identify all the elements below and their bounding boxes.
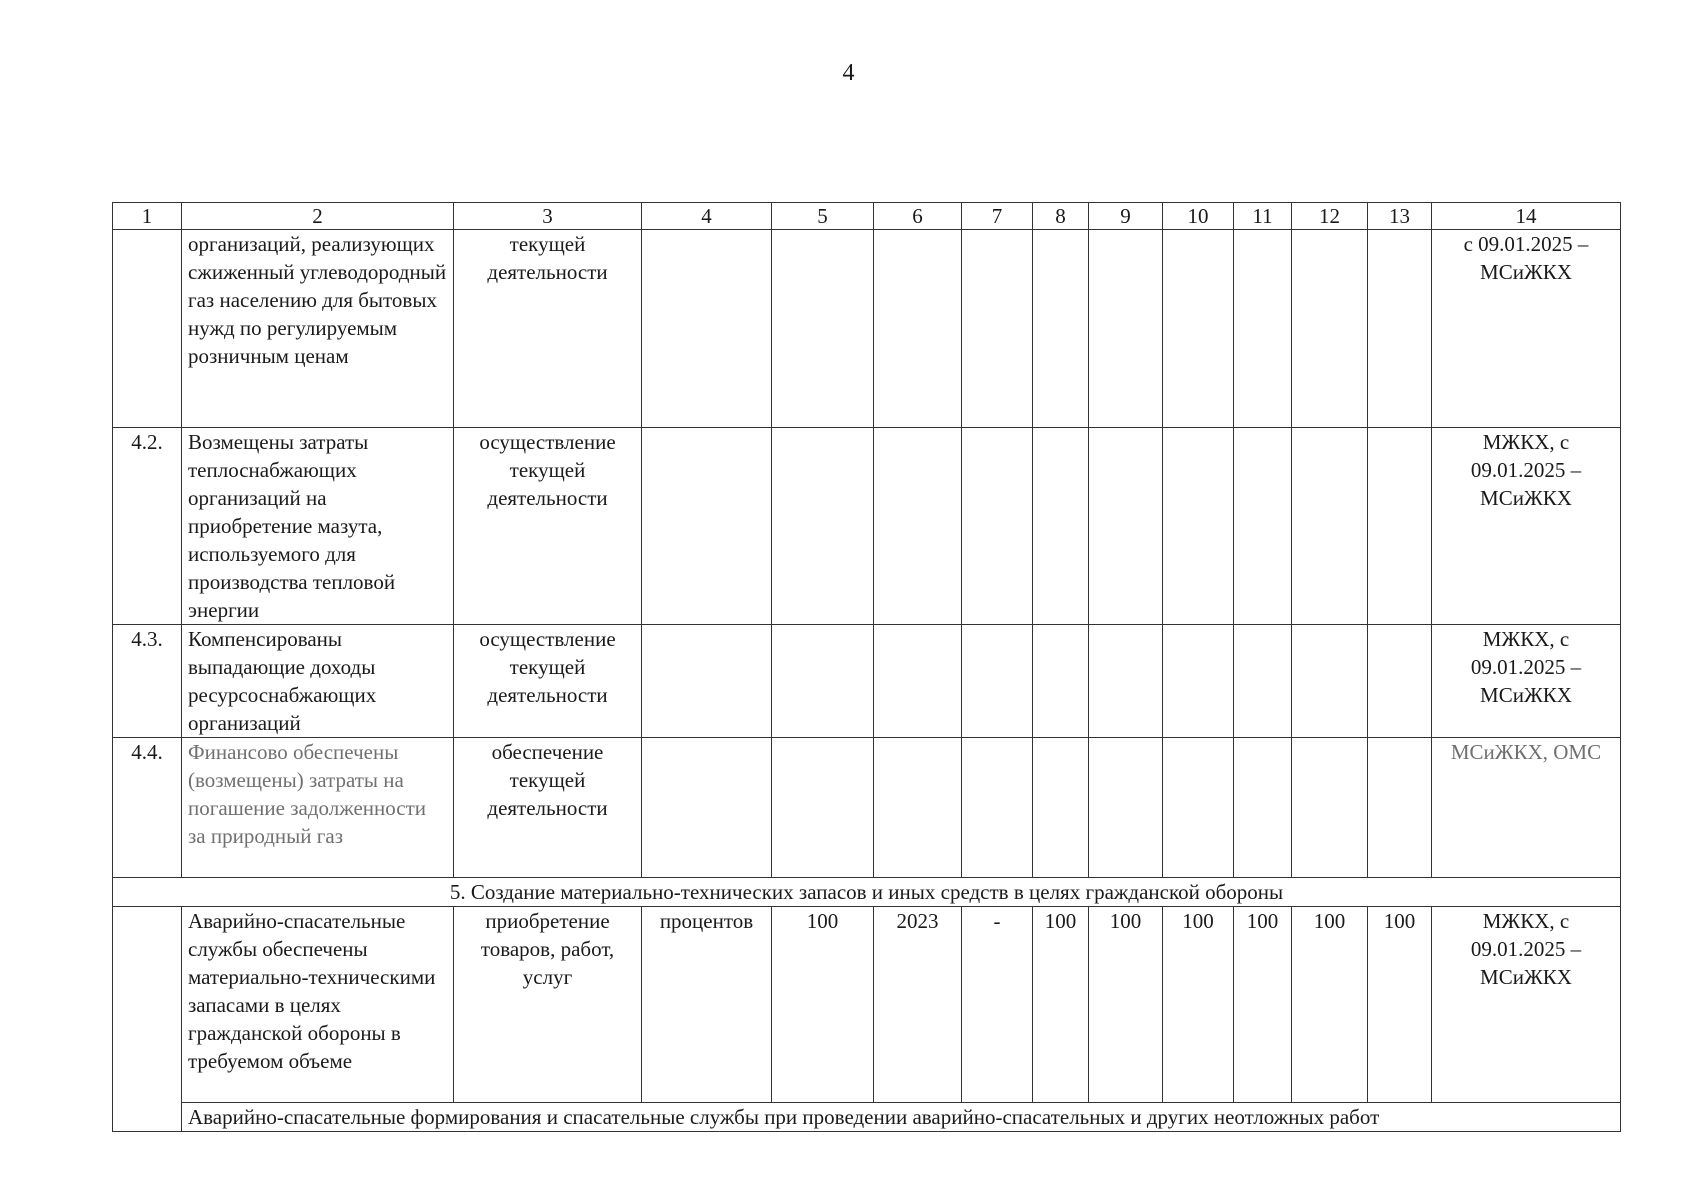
value-cell [874, 428, 962, 625]
table-row [113, 907, 1621, 1103]
value-cell [1089, 625, 1163, 738]
value-cell [1234, 230, 1292, 428]
program-table [112, 202, 1621, 1132]
value-cell [1163, 738, 1234, 878]
column-number: 14 [1432, 203, 1621, 230]
value-cell [1368, 738, 1432, 878]
value-cell: 100 [1163, 907, 1234, 1103]
column-number-row [113, 203, 1621, 230]
value-cell [1163, 625, 1234, 738]
value-cell [1292, 625, 1368, 738]
column-number: 4 [642, 203, 772, 230]
subsection-heading-row [113, 1103, 1621, 1132]
unit-cell [642, 738, 772, 878]
section-heading-row [113, 878, 1621, 907]
column-number: 12 [1292, 203, 1368, 230]
result-cell: Компенсированы выпадающие доходы ресурсоснабжающих организаций [182, 625, 454, 738]
row-number: 4.2. [113, 428, 182, 625]
value-cell [1234, 625, 1292, 738]
value-cell [772, 625, 874, 738]
value-cell [772, 230, 874, 428]
result-cell: Возмещены затраты теплоснабжающих организаций на приобретение мазута, используемого для производства тепловой энергии [182, 428, 454, 625]
value-cell [962, 738, 1033, 878]
result-cell: организаций, реализующих сжиженный углеводородный газ населению для бытовых нужд по регулируемым розничным ценам [182, 230, 454, 428]
type-cell: текущей деятельности [454, 230, 642, 428]
value-cell [874, 230, 962, 428]
unit-cell [642, 428, 772, 625]
unit-cell: процентов [642, 907, 772, 1103]
value-cell: 100 [1234, 907, 1292, 1103]
column-number: 5 [772, 203, 874, 230]
result-cell: Финансово обеспечены (возмещены) затраты на погашение задолженности за природный газ [182, 738, 454, 878]
value-cell [1033, 428, 1089, 625]
value-cell [1292, 428, 1368, 625]
row-number: 4.4. [113, 738, 182, 878]
table-row [113, 230, 1621, 428]
responsible-cell: с 09.01.2025 – МСиЖКХ [1432, 230, 1621, 428]
value-cell [1368, 428, 1432, 625]
subsection-title: Аварийно-спасательные формирования и спасательные службы при проведении аварийно-спасательных и других неотложных работ [182, 1103, 1621, 1132]
result-cell: Аварийно-спасательные службы обеспечены материально-техническими запасами в целях гражданской обороны в требуемом объеме [182, 907, 454, 1103]
responsible-cell: МСиЖКХ, ОМС [1432, 738, 1621, 878]
value-cell: 100 [772, 907, 874, 1103]
value-cell [874, 625, 962, 738]
value-cell [772, 428, 874, 625]
value-cell: 100 [1368, 907, 1432, 1103]
row-number [113, 907, 182, 1132]
unit-cell [642, 625, 772, 738]
value-cell [1033, 738, 1089, 878]
value-cell: - [962, 907, 1033, 1103]
column-number: 10 [1163, 203, 1234, 230]
table-row [113, 428, 1621, 625]
column-number: 6 [874, 203, 962, 230]
column-number: 7 [962, 203, 1033, 230]
page-number: 4 [842, 60, 855, 86]
value-cell [1089, 230, 1163, 428]
value-cell [1163, 230, 1234, 428]
type-cell: обеспечение текущей деятельности [454, 738, 642, 878]
column-number: 11 [1234, 203, 1292, 230]
value-cell: 100 [1089, 907, 1163, 1103]
value-cell [962, 428, 1033, 625]
value-cell [772, 738, 874, 878]
responsible-cell: МЖКХ, с 09.01.2025 – МСиЖКХ [1432, 625, 1621, 738]
section-title: 5. Создание материально-технических запасов и иных средств в целях гражданской обороны [113, 878, 1621, 907]
table-row [113, 625, 1621, 738]
unit-cell [642, 230, 772, 428]
value-cell [1089, 738, 1163, 878]
column-number: 3 [454, 203, 642, 230]
column-number: 9 [1089, 203, 1163, 230]
value-cell [1234, 738, 1292, 878]
type-cell: осуществление текущей деятельности [454, 428, 642, 625]
row-number [113, 230, 182, 428]
value-cell [1368, 625, 1432, 738]
value-cell [874, 738, 962, 878]
value-cell [1292, 738, 1368, 878]
type-cell: приобретение товаров, работ, услуг [454, 907, 642, 1103]
value-cell [962, 625, 1033, 738]
value-cell [1368, 230, 1432, 428]
responsible-cell: МЖКХ, с 09.01.2025 – МСиЖКХ [1432, 907, 1621, 1103]
column-number: 13 [1368, 203, 1432, 230]
value-cell [1292, 230, 1368, 428]
value-cell: 2023 [874, 907, 962, 1103]
value-cell: 100 [1292, 907, 1368, 1103]
column-number: 2 [182, 203, 454, 230]
value-cell [1163, 428, 1234, 625]
value-cell: 100 [1033, 907, 1089, 1103]
responsible-cell: МЖКХ, с 09.01.2025 – МСиЖКХ [1432, 428, 1621, 625]
value-cell [1234, 428, 1292, 625]
value-cell [962, 230, 1033, 428]
column-number: 8 [1033, 203, 1089, 230]
type-cell: осуществление текущей деятельности [454, 625, 642, 738]
row-number: 4.3. [113, 625, 182, 738]
value-cell [1033, 230, 1089, 428]
value-cell [1089, 428, 1163, 625]
value-cell [1033, 625, 1089, 738]
column-number: 1 [113, 203, 182, 230]
table-row [113, 738, 1621, 878]
